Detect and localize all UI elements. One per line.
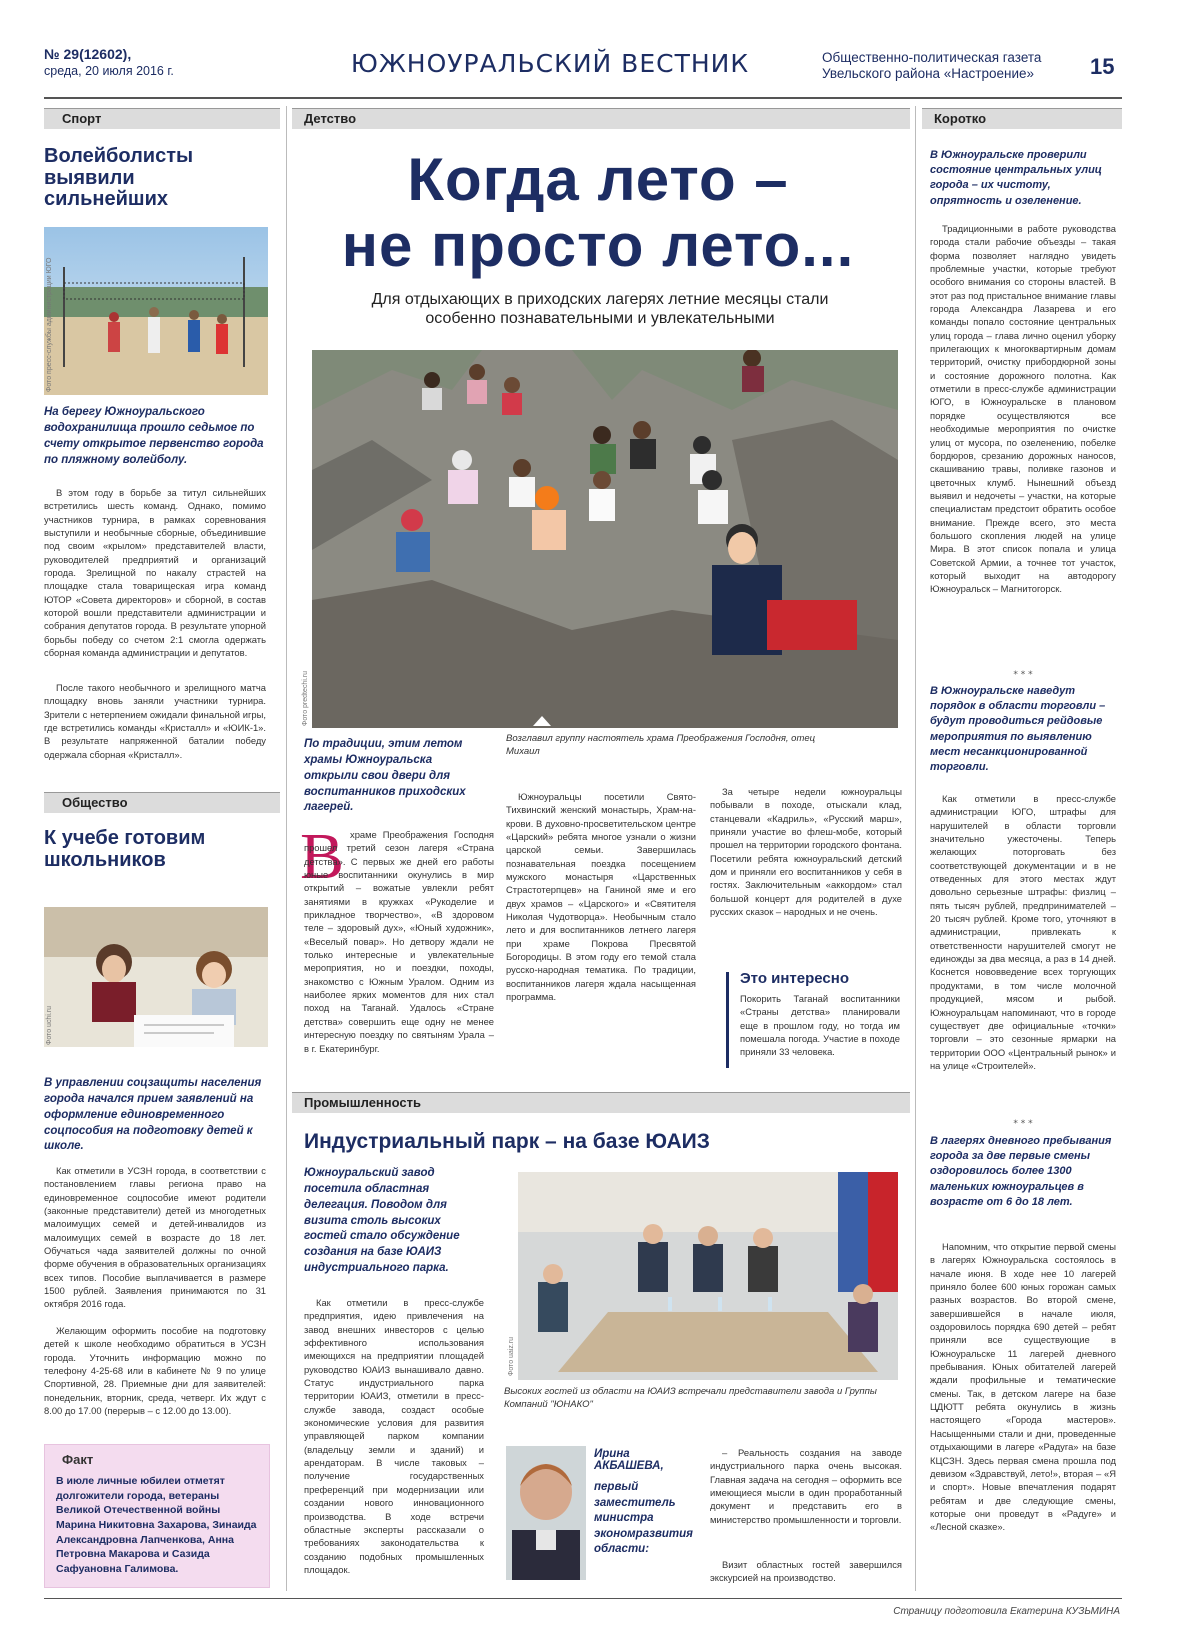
fact-text: В июле личные юбилеи отметят долгожители города, ветераны Великой Отечественной войны Марина Никитовна Захарова, Зинаида Александровна Лапченкова, Анна Петровна Макарова и Сазида Сафуановна Галимова. (56, 1475, 257, 1576)
brief-lead1: В Южноуральске проверили состояние центральных улиц города – их чистоту, опрятность и озеленение. (930, 149, 1102, 207)
society-photo (44, 907, 268, 1047)
industry-photo (518, 1172, 898, 1380)
sport-kicker: Спорт (62, 111, 102, 126)
header-rule (44, 97, 1122, 99)
brief-body2: Как отметили в пресс-службе администрации ЮГО, штрафы для нарушителей в области торговли значительно ужесточены. Теперь желающих поторговать без соответствующей документации и в не отведенных для этого местах ждут довольно серьезные штрафы: физлиц – пять тысяч рублей, предпринимателей – 20 тысяч рублей. Кроме того, уточняют в администрации, привлекать к ответственности нарушителей смогут не единожды за два месяца, а раз в 14 дней. Коснется нововведение всех торгующих продуктами, в том числе молочной продукцией, мясом и рыбой. Южноуральцам напоминают, что в городе существует две официальные «точки» торговли – это сезонные ярмарки на территории ООО «Центральный рынок» и на улице «Строителей». (930, 793, 1116, 1071)
sport-body2: После такого необычного и зрелищного матча площадку вновь заняли участники турнира. Зрители с нетерпением ожидали финальной игры, где встретились команды «Кристалл» и «ЮИК-1». В результате напряженной баталии победу одержала сборная «Кристалл». (44, 682, 266, 760)
childhood-photo-credit: Фото predtechi.ru (302, 671, 309, 726)
sport-title: Волейболисты выявили сильнейших (44, 145, 194, 211)
childhood-kicker: Детство (304, 111, 357, 126)
childhood-subtitle: Для отдыхающих в приходских лагерях летние месяцы стали особенно познавательными и увлекательными (371, 291, 829, 328)
footer-credit: Страницу подготовила Екатерина КУЗЬМИНА (893, 1606, 1120, 1617)
society-body2: Желающим оформить пособие на подготовку детей к школе необходимо обратиться в УСЗН города. Уточнить информацию можно по телефону 4-25-68 или в кабинете № 9 по улице Спортивной, 28. Приемные дни для заявителей: понедельник, вторник, среда, четверг. Их ждут с 8.00 до 17.00 (перерыв – с 12.00 до 13.00). (44, 1325, 266, 1417)
childhood-photo-caption: Возглавил группу настоятель храма Преображения Господня, отец Михаил (506, 733, 816, 757)
childhood-col3: За четыре недели южноуральцы побывали в походе, отыскали клад, станцевали «Кадриль», «Русский марш», приняли участие во флеш-мобе, который прошел на территории городского фонтана. Посетили ребята южноуральский детский дом и приняли его воспитанников у себя в гостях. Заключительным «аккордом» стал большой концерт для родителей в духе русских сказок – народных и не очень. (710, 786, 902, 918)
quote-role: первый заместитель министра экономразвития области: (594, 1481, 693, 1556)
industry-photo-caption: Высоких гостей из области на ЮАИЗ встречали представители завода и Группы Компаний "ЮНАКО" (504, 1386, 877, 1410)
childhood-col1: храме Преображения Господня прошел третий сезон лагеря «Страна детства». С первых же дней его работы юные воспитанники окунулись в мир открытий – вожатые увлекли ребят занятиями в кружках «Рукоделие и прикладное творчество», «В здоровом теле – здоровый дух», «Юный художник», «Веселый повар». Но детвору ждали не только интересные и увлекательные мероприятия, но и поездки, походы, знакомство с Южным Уралом. Одним из наиболее ярких моментов для них стал поход на Таганай. Удалось «Стране детства» совершить еще одну не менее интересную поездку по святыням Урала – в г. Екатеринбург. (304, 829, 494, 1054)
society-kicker: Общество (62, 795, 128, 810)
sport-photo-credit: Фото пресс-службы администрации ЮГО (46, 257, 53, 392)
header-issue: № 29(12602), (44, 46, 132, 62)
brief-lead2: В Южноуральске наведут порядок в области торговли – будут проводиться рейдовые мероприятия по выявлению мест несанкционированной торговли. (930, 685, 1106, 773)
industry-lead: Южноуральский завод посетила областная делегация. Поводом для визита столь высоких гостей стало обсуждение создания на базе ЮАИЗ индустриального парка. (304, 1167, 460, 1275)
society-lead: В управлении соцзащиты населения города начался прием заявлений на оформление единовременного соцпособия на подготовку детей к школе. (44, 1077, 262, 1153)
brief-body1: Традиционными в работе руководства города стали рабочие объезды – такая форма позволяет наглядно увидеть проблемные участки, которые требуют особого внимания со стороны властей. В этот раз под пристальное внимание главы города Александра Лазарева и его команды попало состояние центральных улиц города – глава лично оценил уборку прилегающих к многоквартирным домам территорий, очистку прибордюрной зоны и состояние дорожного полотна. Как отметили в пресс-службе администрации ЮГО, в Южноуральске в плановом порядке осуществляются все необходимые мероприятия по очистке улиц от мусора, по озеленению, побелке бордюров, срезанию дорожных наносов, скашиванию травы, поливке газонов и цветочных клумб. Нынешний объезд выявил и недочеты – участки, на которые специалистам предстоит обратить особое внимание. Прежде всего, это места большого скопления людей на улице Мира. В этот список попала и улица Советской Армии, а точнее тот участок, который выходит на автодорогу Южноуральск – Магнитогорск. (930, 223, 1116, 595)
akbasheva-portrait (506, 1446, 586, 1580)
page-number: 15 (1090, 54, 1115, 79)
interest-box-rule (726, 972, 729, 1068)
industry-col1: Как отметили в пресс-службе предприятия, идею привлечения на завод внешних инвесторов с целью эффективного использования имеющихся на предприятии площадей руководство ЮАИЗ вынашивало давно. Статус индустриального парка территории ЮАИЗ, отметили в пресс-службе завода, создаст особые экономические условия для развития управляющей парком компании (владельцу земли и зданий) и арендаторам. В числе таковых – получение государственных преференций при модернизации или создании нового инновационного производства. В ходе встречи областные эксперты рассказали о требованиях законодательства к созданию подобных промышленных площадок. (304, 1297, 484, 1575)
paper-line2: Увельского района «Настроение» (822, 66, 1035, 81)
column-divider-left (286, 106, 287, 1591)
interest-box-text: Покорить Таганай воспитанники «Страны детства» планировали еще в прошлом году, но тогда им помешала погода. Участие в походе приняли 33 человека. (740, 993, 900, 1058)
childhood-title-line1: Когда лето – (407, 146, 789, 213)
sport-lead: На берегу Южноуральского водохранилища прошло седьмое по счету открытое первенство города по пляжному волейболу. (44, 406, 264, 466)
society-body1: Как отметили в УСЗН города, в соответствии с постановлением главы региона право на единовременное соцпособие имеют родители (законные представители) детей из многодетных малоимущих семей и детей-инвалидов из малоимущих семей в возрасте до 18 лет. Обучаться чада заявителей должны по очной форме обучения в образовательных организациях всех типов. Пособие выплачивается в размере 1500 рублей. Заявления принимаются по 31 октября 2016 года. (44, 1165, 266, 1310)
childhood-lead: По традиции, этим летом храмы Южноуральска открыли свои двери для воспитанников приходских лагерей. (304, 738, 466, 814)
brief-lead3: В лагерях дневного пребывания города за две первые смены оздоровилось более 1300 маленьких южноуральцев в возрасте от 6 до 18 лет. (930, 1135, 1112, 1208)
industry-col3: Визит областных гостей завершился экскурсией на производство. (710, 1559, 902, 1584)
childhood-col2: Южноуральцы посетили Свято-Тихвинский женский монастырь, Храм-на-крови. В духовно-просветительском центре «Царский» ребята многое узнали о жизни царской семьи. Завершилась познавательная поездка посещением мужского монастыря «Царственных Страстотерпцев» на Ганиной яме и его двух храмов – «Царского» и «Святителя Николая Чудотворца». Необычным стало лето и для воспитанников летнего лагеря при храме Покрова Пресвятой Богородицы. В этом году его темой стала русско-народная тематика. По традиции, воспитанников лагеря ждала насыщенная программа. (506, 791, 696, 1003)
brief-stars1: * * * (1013, 670, 1033, 680)
footer-rule (44, 1598, 1122, 1599)
society-photo-credit: Фото uchi.ru (46, 1005, 53, 1045)
industry-title: Индустриальный парк – на базе ЮАИЗ (304, 1130, 710, 1153)
fact-label: Факт (62, 1452, 94, 1467)
childhood-photo-marker (533, 716, 551, 726)
industry-photo-credit: Фото uaiz.ru (508, 1336, 515, 1376)
brief-stars2: * * * (1013, 1119, 1033, 1129)
quote-name: Ирина АКБАШЕВА, (594, 1448, 664, 1472)
brief-kicker: Коротко (934, 111, 987, 126)
sport-body1: В этом году в борьбе за титул сильнейших встретились шесть команд. Однако, помимо участников турнира, в рамках соревнования выступили и необычные сборные, объединившие под своим «крылом» представителей власти, руководителей предприятий и организаций города. Зрелищной по накалу страстей на площадке стала товарищеская игра команд ЮТОР «Совета директоров» и сборной, в состав которой вошли представители администрации и собрания депутатов города. В результате упорной борьбы победу со счетом 2:1 смогла одержать сборная команда администрации и депутатов. (44, 487, 266, 659)
childhood-kicker-bar (292, 108, 910, 129)
childhood-title-line2: не просто лето... (341, 212, 855, 279)
childhood-photo (312, 350, 898, 728)
society-title: К учебе готовим школьников (44, 827, 206, 871)
header-date: среда, 20 июля 2016 г. (44, 64, 174, 78)
paper-line1: Общественно-политическая газета (822, 50, 1042, 65)
childhood-dropcap: В (300, 820, 345, 893)
masthead: ЮЖНОУРАЛЬСКИЙ ВЕСТНИК (350, 49, 750, 78)
industry-kicker: Промышленность (304, 1095, 421, 1110)
quote-text: – Реальность создания на заводе индустриального парка очень высокая. Главная задача на сегодня – оформить все имеющиеся мысли в один проработанный документ и представить его в министерство промышленности и торговли. (710, 1447, 902, 1525)
interest-box-title: Это интересно (740, 970, 849, 987)
brief-body3: Напомним, что открытие первой смены в лагерях Южноуральска состоялось в начале июня. В ходе нее 10 лагерей приняло более 600 юных горожан самых разных возрастов. Во второй смене, завершившейся в начале июля, оздоровилось порядка 690 детей – ребят приняли все существующие в Южноуральске 11 лагерей дневного пребывания. Юных обитателей лагерей ждали профильные и тематические смены. Так, в детском лагере на базе ЦДЮТТ ребята окунулись в жизнь настоящего «Города мастеров». Насыщенными стали и дни, проведенные отдыхающими в лагере «Радуга» на базе КЦСЗН. Здесь первая смена прошла под девизом «Здравствуй, лето!», вторая – «Я и спорт». Новые впечатления подарят ребятам и две следующие смены, которые они проведут в «Радуге» и «Лесной сказке». (930, 1241, 1116, 1533)
column-divider-right (915, 106, 916, 1591)
sport-photo (44, 227, 268, 395)
